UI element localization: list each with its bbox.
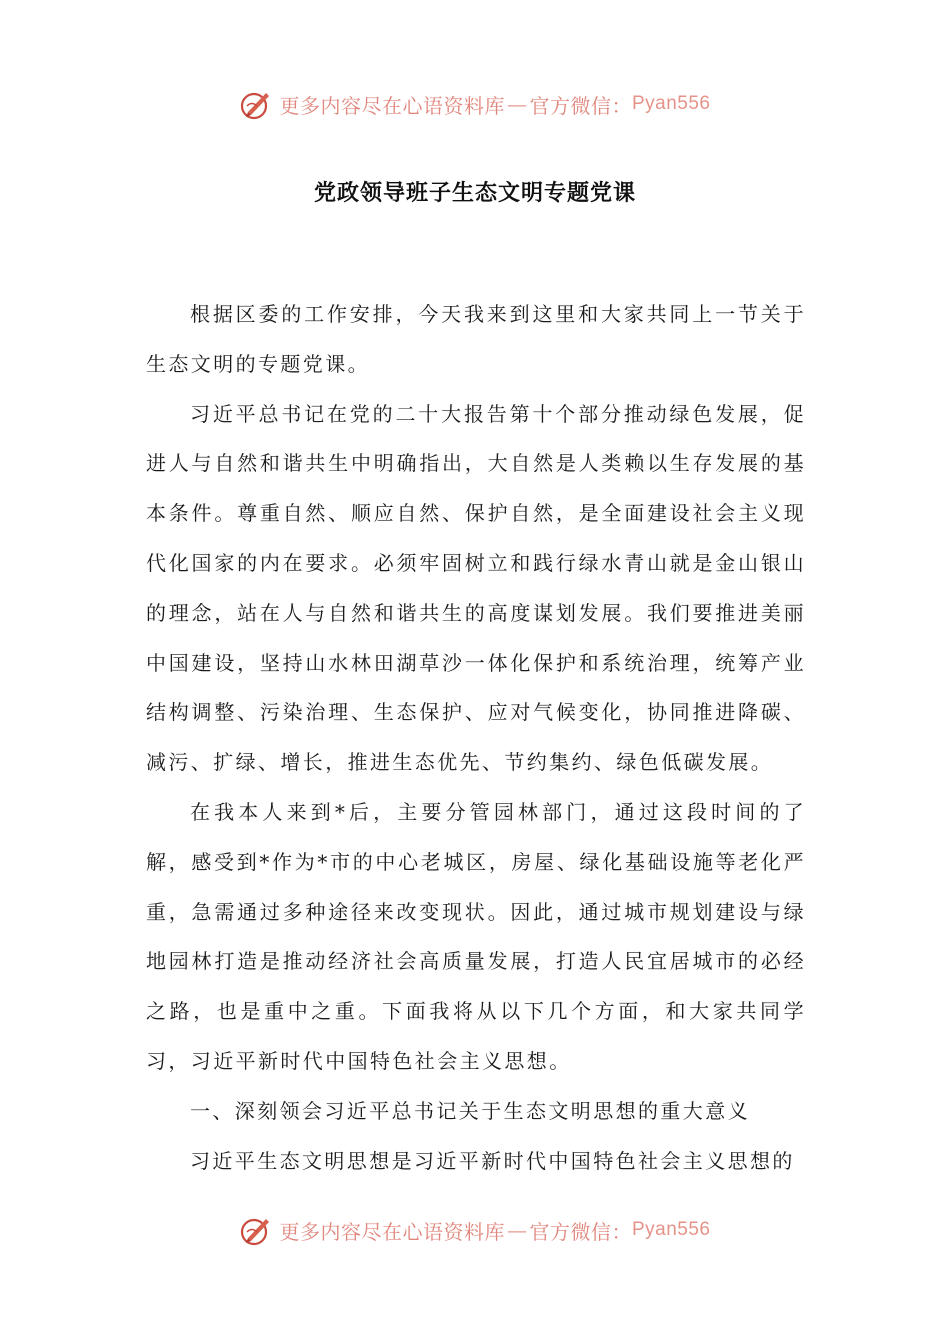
- document-title: 党政领导班子生态文明专题党课: [313, 181, 636, 206]
- watermark-official-label: 官方微信：: [529, 1219, 632, 1244]
- watermark-main-text: 更多内容尽在心语资料库: [279, 1219, 505, 1244]
- paragraph-intro: 根据区委的工作安排，今天我来到这里和大家共同上一节关于生态文明的专题党课。: [146, 302, 806, 376]
- watermark-dash: —: [506, 1218, 528, 1242]
- watermark-official-label: 官方微信：: [529, 93, 632, 118]
- watermark-footer: [0, 1208, 950, 1252]
- section-heading-one: 一、深刻领会习近平总书记关于生态文明思想的重大意义: [190, 1098, 750, 1123]
- watermark-header: [0, 82, 950, 126]
- watermark-wechat-id: Pyan556: [631, 93, 711, 114]
- paragraph-arrival: 在我本人来到*后，主要分管园林部门，通过这段时间的了解，感受到*作为*市的中心老城区，房屋、绿化基础设施等老化严重，急需通过多种途径来改变现状。因此，通过城市规划建设与绿地园林打造是推动经济社会高质量发展，打造人民宜居城市的必经之路，也是重中之重。下面我将从以下几个方面，和大家共同学习，习近平新时代中国特色社会主义思想。: [146, 799, 806, 1073]
- document-body: [146, 290, 806, 1186]
- watermark-wechat-id: Pyan556: [631, 1219, 711, 1240]
- pen-logo-icon: [239, 1213, 273, 1247]
- paragraph-report: 习近平总书记在党的二十大报告第十个部分推动绿色发展，促进人与自然和谐共生中明确指出，大自然是人类赖以生存发展的基本条件。尊重自然、顺应自然、保护自然，是全面建设社会主义现代化国家的内在要求。必须牢固树立和践行绿水青山就是金山银山的理念，站在人与自然和谐共生的高度谋划发展。我们要推进美丽中国建设，坚持山水林田湖草沙一体化保护和系统治理，统筹产业结构调整、污染治理、生态保护、应对气候变化，协同推进降碳、减污、扩绿、增长，推进生态优先、节约集约、绿色低碳发展。: [146, 401, 806, 775]
- pen-logo-icon: [239, 87, 273, 121]
- watermark-dash: —: [506, 92, 528, 116]
- paragraph-thought: 习近平生态文明思想是习近平新时代中国特色社会主义思想的: [190, 1148, 795, 1173]
- watermark-main-text: 更多内容尽在心语资料库: [279, 93, 505, 118]
